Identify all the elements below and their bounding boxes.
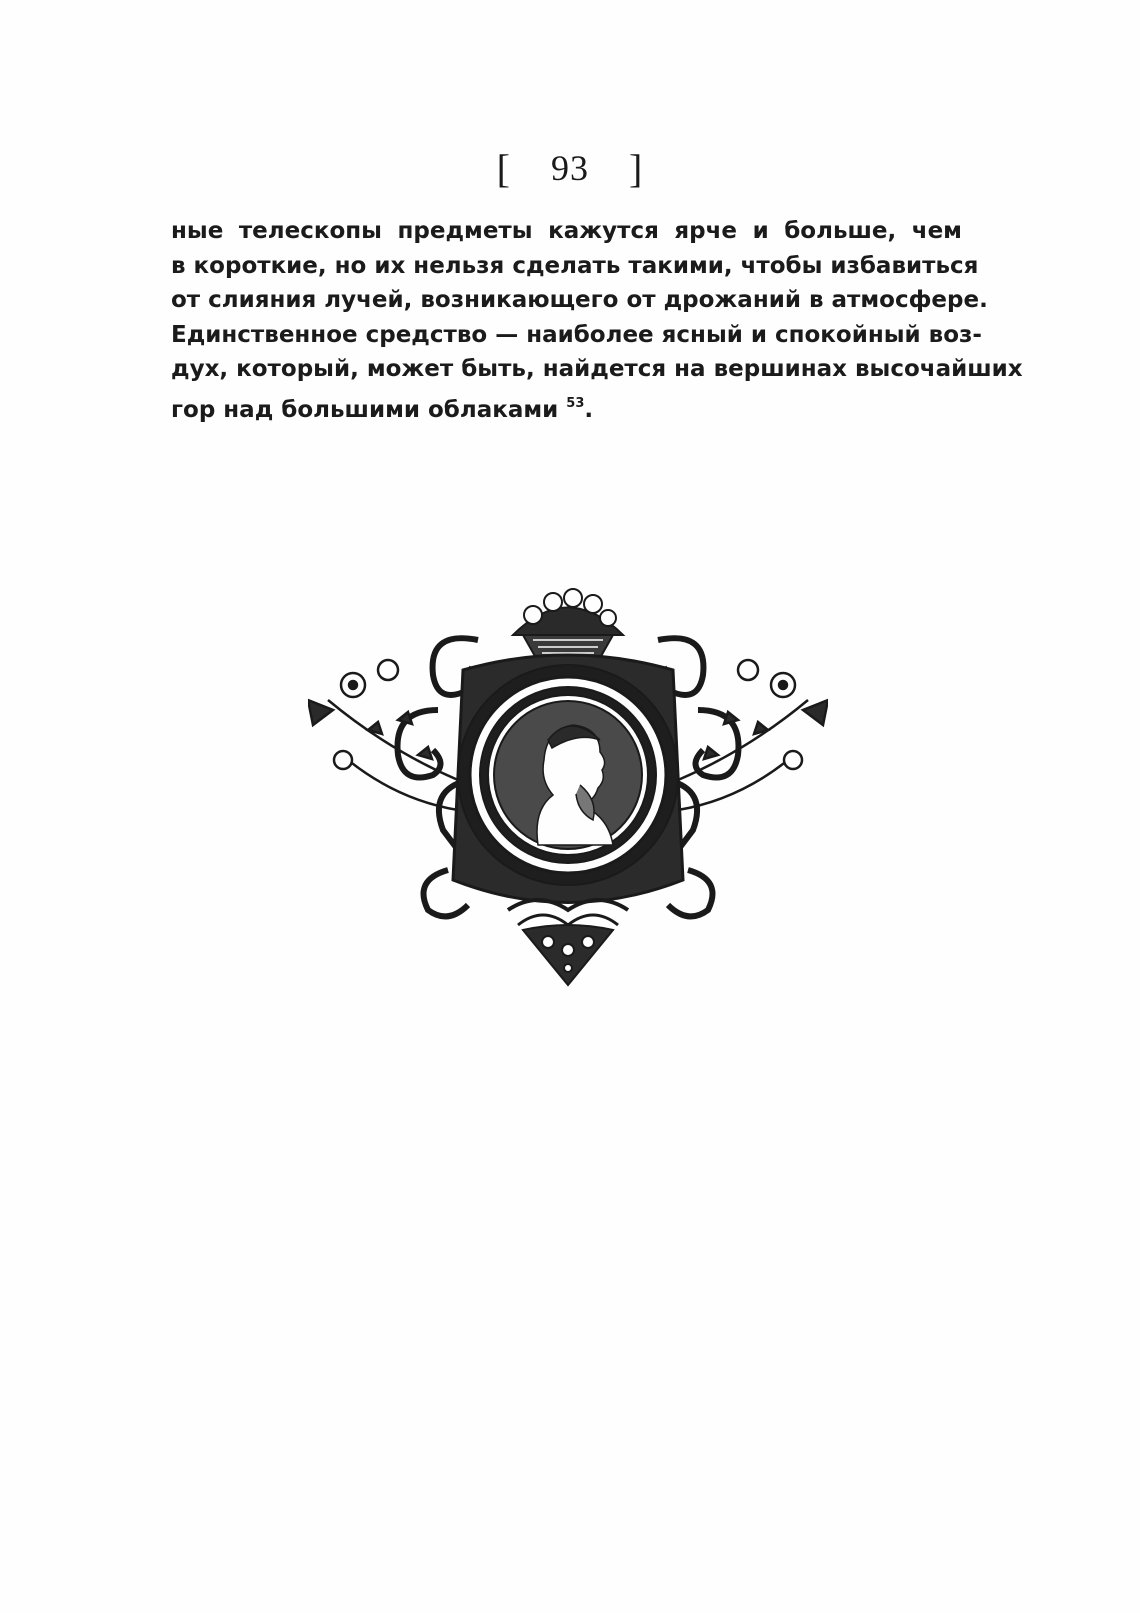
page-number-header [0,145,1140,192]
text-line: от слияния лучей, возникающего от дрожаний в атмосфере. [171,287,988,313]
bracket-open: [ [496,146,511,191]
bracket-close: ] [629,146,644,191]
body-text [171,214,1023,423]
text-line: дух, который, может быть, найдется на вершинах высочайших [171,356,1023,382]
flower-basket-icon [513,589,623,658]
final-punctuation: . [584,396,594,423]
text-line: Единственное средство — наиболее ясный и спокойный воз- [171,321,982,348]
bottom-pendant-icon [508,900,628,985]
vignette-portrait-medallion-icon [308,580,828,1000]
text-line: в короткие, но их нельзя сделать такими, чтобы избавиться [171,252,979,279]
text-line-content: гор над большими облаками [171,396,559,423]
footnote-reference[interactable]: 53 [566,395,585,411]
text-line: ные телескопы предметы кажутся ярче и больше, чем [171,218,962,244]
page-number: 93 [551,148,589,188]
text-line-last [171,387,962,422]
